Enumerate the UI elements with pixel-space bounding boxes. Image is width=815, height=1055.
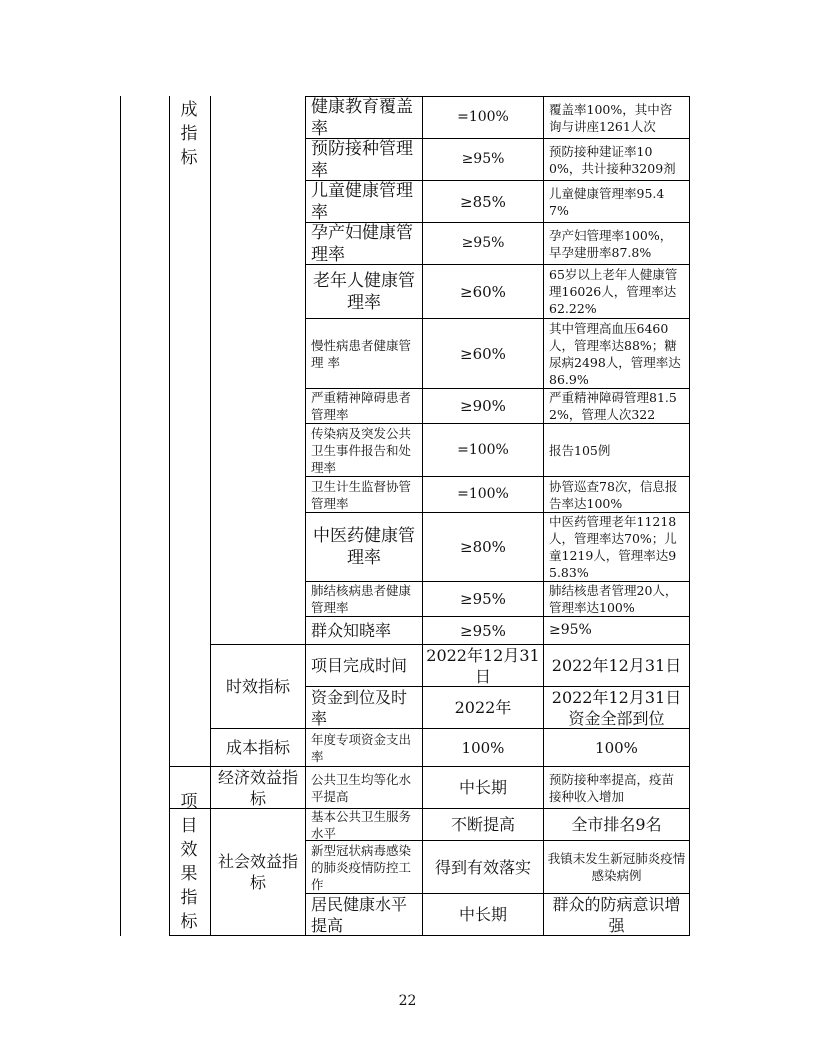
row-actual: 中医药管理老年11218人，管理率达70%；儿童1219人，管理率达95.83% [549, 514, 677, 580]
row-target: ≥60% [460, 344, 506, 363]
row-actual: 肺结核患者管理20人，管理率达100% [549, 583, 678, 615]
row-actual: 预防接种率提高，疫苗接种收入增加 [549, 771, 675, 804]
category-char: 成 [180, 100, 198, 120]
row-name: 年度专项资金支出率 [311, 731, 412, 764]
row-target: ≥95% [460, 590, 506, 608]
row-actual: 2022年12月31日 [551, 656, 682, 675]
row-target: 得到有效落实 [434, 857, 531, 877]
category-char: 果 [180, 864, 198, 884]
row-actual: 预防接种建证率100%，共计接种3209剂 [549, 143, 676, 176]
row-name: 群众知晓率 [311, 621, 392, 640]
row-name: 新型冠状病毒感染的肺炎疫情防控工作 [311, 842, 412, 892]
row-actual: 100% [595, 738, 638, 757]
category-char: 效 [180, 840, 198, 860]
row-name: 中医药健康管理率 [313, 526, 415, 568]
sub-social-label: 社会效益指标 [217, 852, 298, 892]
row-name: 卫生计生监督协管管理率 [311, 478, 412, 511]
row-name: 健康教育覆盖率 [311, 97, 413, 138]
row-actual: 我镇未发生新冠肺炎疫情感染病例 [547, 851, 686, 883]
row-name: 基本公共卫生服务水平 [311, 809, 412, 840]
row-actual: 严重精神障碍管理81.52%，管理人次322 [549, 390, 677, 422]
row-target: =100% [457, 441, 509, 458]
row-target: 100% [461, 738, 505, 757]
category-char: 指 [180, 124, 198, 144]
category-char: 指 [180, 888, 198, 908]
row-target: ≥85% [460, 192, 506, 211]
row-target: 2022年12月31日 [426, 645, 540, 686]
page-number: 22 [398, 993, 417, 1009]
row-name: 居民健康水平提高 [311, 894, 408, 935]
row-name: 预防接种管理率 [311, 139, 413, 180]
row-name: 肺结核病患者健康管理率 [311, 583, 412, 615]
row-target: 中长期 [458, 905, 507, 924]
row-target: =100% [457, 486, 509, 502]
row-target: ≥95% [461, 151, 505, 167]
category-output-label [178, 98, 200, 170]
row-target: ≥95% [460, 621, 506, 640]
row-name: 慢性病患者健康管理 率 [311, 337, 412, 370]
row-name: 传染病及突发公共卫生事件报告和处理率 [311, 425, 412, 475]
row-actual: 报告105例 [549, 442, 611, 458]
row-target: ≥95% [461, 235, 505, 251]
row-name: 孕产妇健康管理率 [311, 223, 413, 264]
category-char: 目 [180, 816, 198, 836]
row-target: 2022年 [454, 698, 512, 717]
category-char: 项 [180, 792, 198, 812]
category-char: 标 [180, 148, 198, 168]
row-actual: 2022年12月31日资金全部到位 [551, 687, 682, 728]
row-actual: 儿童健康管理率95.47% [549, 185, 665, 218]
sub-cost-label: 成本指标 [225, 738, 290, 757]
row-actual: 群众的防病意识增强 [552, 894, 681, 935]
row-actual: 65岁以上老年人健康管理16026人，管理率达62.22% [549, 267, 678, 316]
row-target: =100% [457, 109, 509, 125]
row-target: 中长期 [458, 778, 507, 797]
row-name: 项目完成时间 [311, 656, 408, 675]
row-target: 不断提高 [450, 815, 515, 834]
row-actual: 全市排名9名 [571, 815, 662, 834]
row-name: 资金到位及时率 [311, 687, 408, 728]
row-target: ≥80% [460, 538, 506, 556]
row-target: ≥90% [460, 397, 506, 415]
row-name: 公共卫生均等化水平提高 [311, 771, 412, 804]
row-target: ≥60% [460, 282, 506, 301]
category-char: 标 [180, 912, 198, 932]
row-actual: ≥95% [549, 622, 592, 638]
row-name: 老年人健康管理率 [313, 270, 415, 313]
row-name: 儿童健康管理率 [311, 181, 413, 222]
category-effect-label [178, 790, 200, 934]
row-actual: 覆盖率100%，其中咨询与讲座1261人次 [549, 101, 673, 134]
sub-economic-label: 经济效益指标 [217, 767, 298, 808]
row-name: 严重精神障碍患者管理率 [311, 390, 412, 422]
row-actual: 协管巡查78次，信息报告率达100% [549, 478, 678, 511]
sub-timeliness-label: 时效指标 [225, 677, 290, 696]
row-actual: 孕产妇管理率100%，早孕建册率87.8% [549, 227, 673, 260]
row-actual: 其中管理高血压6460人，管理率达88%；糖尿病2498人，管理率达86.9% [549, 320, 681, 387]
